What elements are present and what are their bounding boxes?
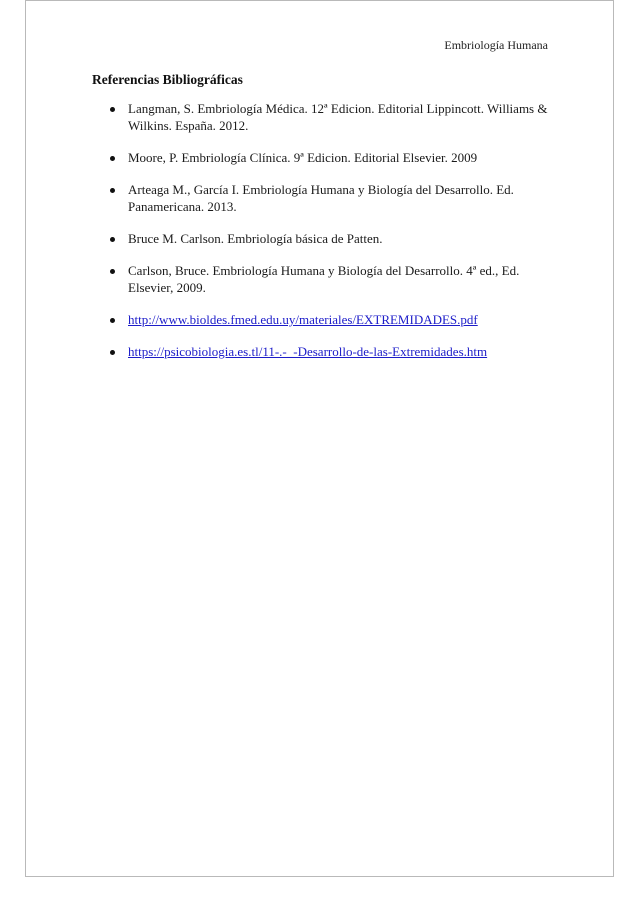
running-header: Embriología Humana [444,38,548,52]
bullet-icon [110,156,115,161]
reference-link-psicobiologia[interactable]: https://psicobiologia.es.tl/11-.-_-Desarrollo-de-las-Extremidades.htm [128,344,488,359]
bullet-icon [110,350,115,355]
bullet-icon [110,188,115,193]
reference-link-bioldes[interactable]: http://www.bioldes.fmed.edu.uy/materiales/EXTREMIDADES.pdf [128,312,478,327]
reference-item [92,149,552,166]
reference-text: Arteaga M., García I. Embriología Humana y Biología del Desarrollo. Ed. Panamericana. 2013. [128,182,514,214]
section-title: Referencias Bibliográficas [92,72,243,87]
bullet-icon [110,269,115,274]
reference-item [92,343,552,360]
reference-item [92,100,552,134]
reference-list [92,100,552,375]
reference-text: Carlson, Bruce. Embriología Humana y Biología del Desarrollo. 4ª ed., Ed. Elsevier, 2009. [128,263,520,295]
bullet-icon [110,318,115,323]
reference-item [92,181,552,215]
reference-item [92,262,552,296]
reference-text: Moore, P. Embriología Clínica. 9ª Edicion. Editorial Elsevier. 2009 [128,150,478,165]
bullet-icon [110,237,115,242]
reference-text: Bruce M. Carlson. Embriología básica de Patten. [128,231,383,246]
reference-item [92,311,552,328]
reference-item [92,230,552,247]
reference-text: Langman, S. Embriología Médica. 12ª Edicion. Editorial Lippincott. Williams & Wilkins. España. 2012. [128,101,548,133]
bullet-icon [110,107,115,112]
